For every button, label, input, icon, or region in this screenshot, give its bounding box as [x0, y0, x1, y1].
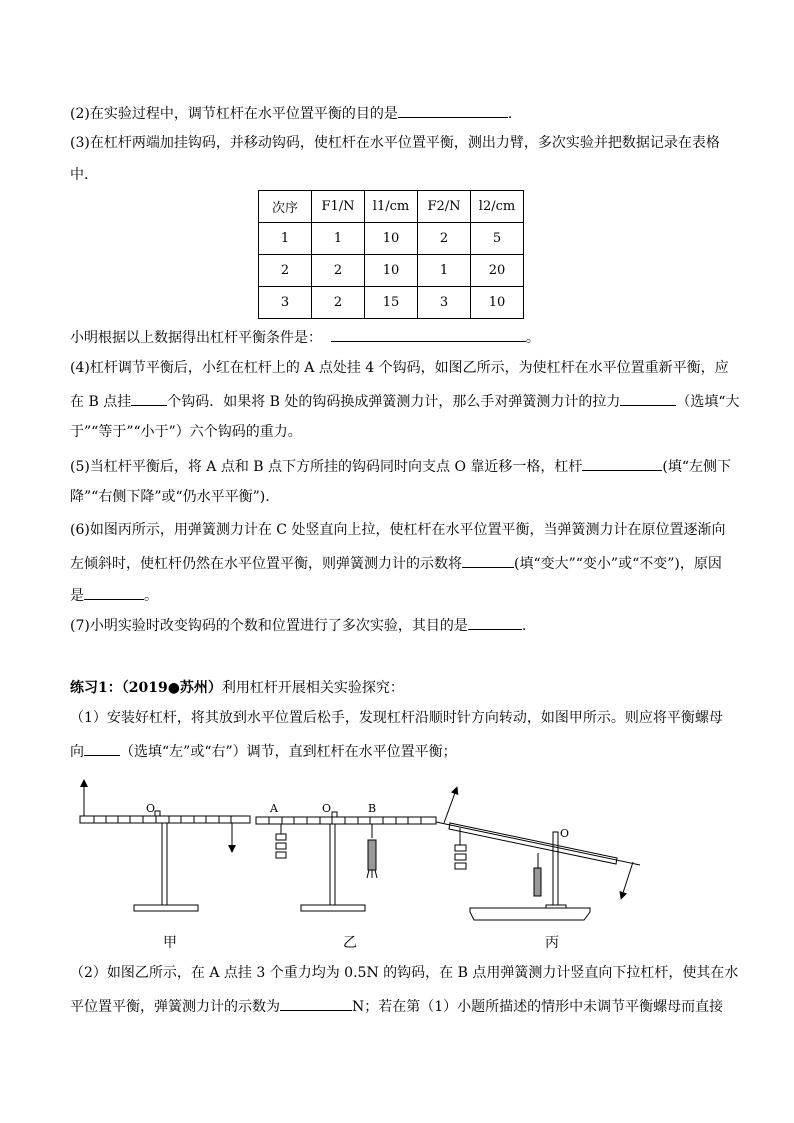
question-6-cont: 左倾斜时，使杠杆仍然在水平位置平衡，则弹簧测力计的示数将 (填“变大”“变小”或“不变”)，原因: [70, 553, 722, 573]
cell: 10: [365, 255, 418, 287]
cell: 10: [471, 287, 524, 319]
question-3: (3)在杠杆两端加挂钩码，并移动钩码，使杠杆在水平位置平衡，测出力臂，多次实验并把数据记录在表格: [70, 135, 720, 151]
pivot-label: O: [146, 802, 156, 815]
exercise-1-part-1: （1）安装好杠杆，将其放到水平位置后松手，发现杠杆沿顺时针方向转动，如图甲所示。则应将平衡螺母: [70, 710, 723, 726]
exercise-1-part-2: （2）如图乙所示，在 A 点挂 3 个重力均为 0.5N 的钩码，在 B 点用弹簧测力计竖直向下拉杠杆，使其在水: [70, 965, 739, 981]
exercise-1-part-2-cont: 平位置平衡，弹簧测力计的示数为 N；若在第（1）小题所描述的情形中未调节平衡螺母而直接: [70, 996, 723, 1016]
cell: 10: [365, 223, 418, 255]
cell: 3: [418, 287, 471, 319]
point-a-label: A: [270, 802, 278, 815]
exercise-1-part-1-cont: 向 （选填“左”或“右”）调节，直到杠杆在水平位置平衡；: [70, 741, 457, 761]
cell: 2: [312, 255, 365, 287]
cell: 2: [259, 255, 312, 287]
figure-label-jia: 甲: [163, 935, 177, 951]
exercise-1-title: 练习1：（2019●苏州）利用杠杆开展相关实验探究：: [70, 680, 404, 696]
cell: 2: [418, 223, 471, 255]
cell: 1: [418, 255, 471, 287]
figure-label-bing: 丙: [545, 935, 559, 951]
question-7: (7)小明实验时改变钩码的个数和位置进行了多次实验，其目的是 .: [70, 615, 526, 635]
pivot-label: O: [322, 802, 332, 815]
cell: 1: [259, 223, 312, 255]
cell: 2: [312, 287, 365, 319]
question-5-cont: 降”“右侧下降”或“仍水平平衡”).: [70, 489, 270, 505]
question-6: (6)如图丙所示，用弹簧测力计在 C 处竖直向上拉，使杠杆在水平位置平衡，当弹簧测力计在原位置逐渐向: [70, 522, 726, 538]
header-cell: F1/N: [312, 191, 365, 223]
figure-label-yi: 乙: [343, 935, 357, 951]
conclusion-line: 小明根据以上数据得出杠杆平衡条件是： 。: [70, 327, 540, 347]
question-4-cont: 于”“等于”“小于”）六个钩码的重力。: [70, 424, 302, 440]
header-cell: l2/cm: [471, 191, 524, 223]
cell: 1: [312, 223, 365, 255]
point-b-label: B: [368, 802, 377, 815]
cell: 15: [365, 287, 418, 319]
header-cell: l1/cm: [365, 191, 418, 223]
question-6-cont: 是 。: [70, 585, 158, 605]
question-4: (4)杠杆调节平衡后，小红在杠杆上的 A 点处挂 4 个钩码，如图乙所示，为使杠杆在水平位置重新平衡，应: [70, 360, 729, 376]
figure-yi: [256, 802, 436, 911]
figure-bing: [436, 790, 640, 920]
header-cell: 次序: [259, 191, 312, 223]
question-5: (5)当杠杆平衡后，将 A 点和 B 点下方所挂的钩码同时向支点 O 靠近移一格，杠杆 (填“左侧下: [70, 456, 731, 476]
question-2: (2)在实验过程中，调节杠杆在水平位置平衡的目的是 .: [70, 103, 512, 123]
cell: 3: [259, 287, 312, 319]
cell: 20: [471, 255, 524, 287]
cell: 5: [471, 223, 524, 255]
figure-jia: [80, 783, 250, 911]
header-cell: F2/N: [418, 191, 471, 223]
pivot-label: O: [560, 827, 570, 840]
question-3-cont: 中.: [70, 167, 89, 183]
question-4-cont: 在 B 点挂 个钩码．如果将 B 处的钩码换成弹簧测力计，那么手对弹簧测力计的拉力 （选填“大: [70, 391, 740, 411]
answer-blank[interactable]: [280, 996, 352, 1011]
